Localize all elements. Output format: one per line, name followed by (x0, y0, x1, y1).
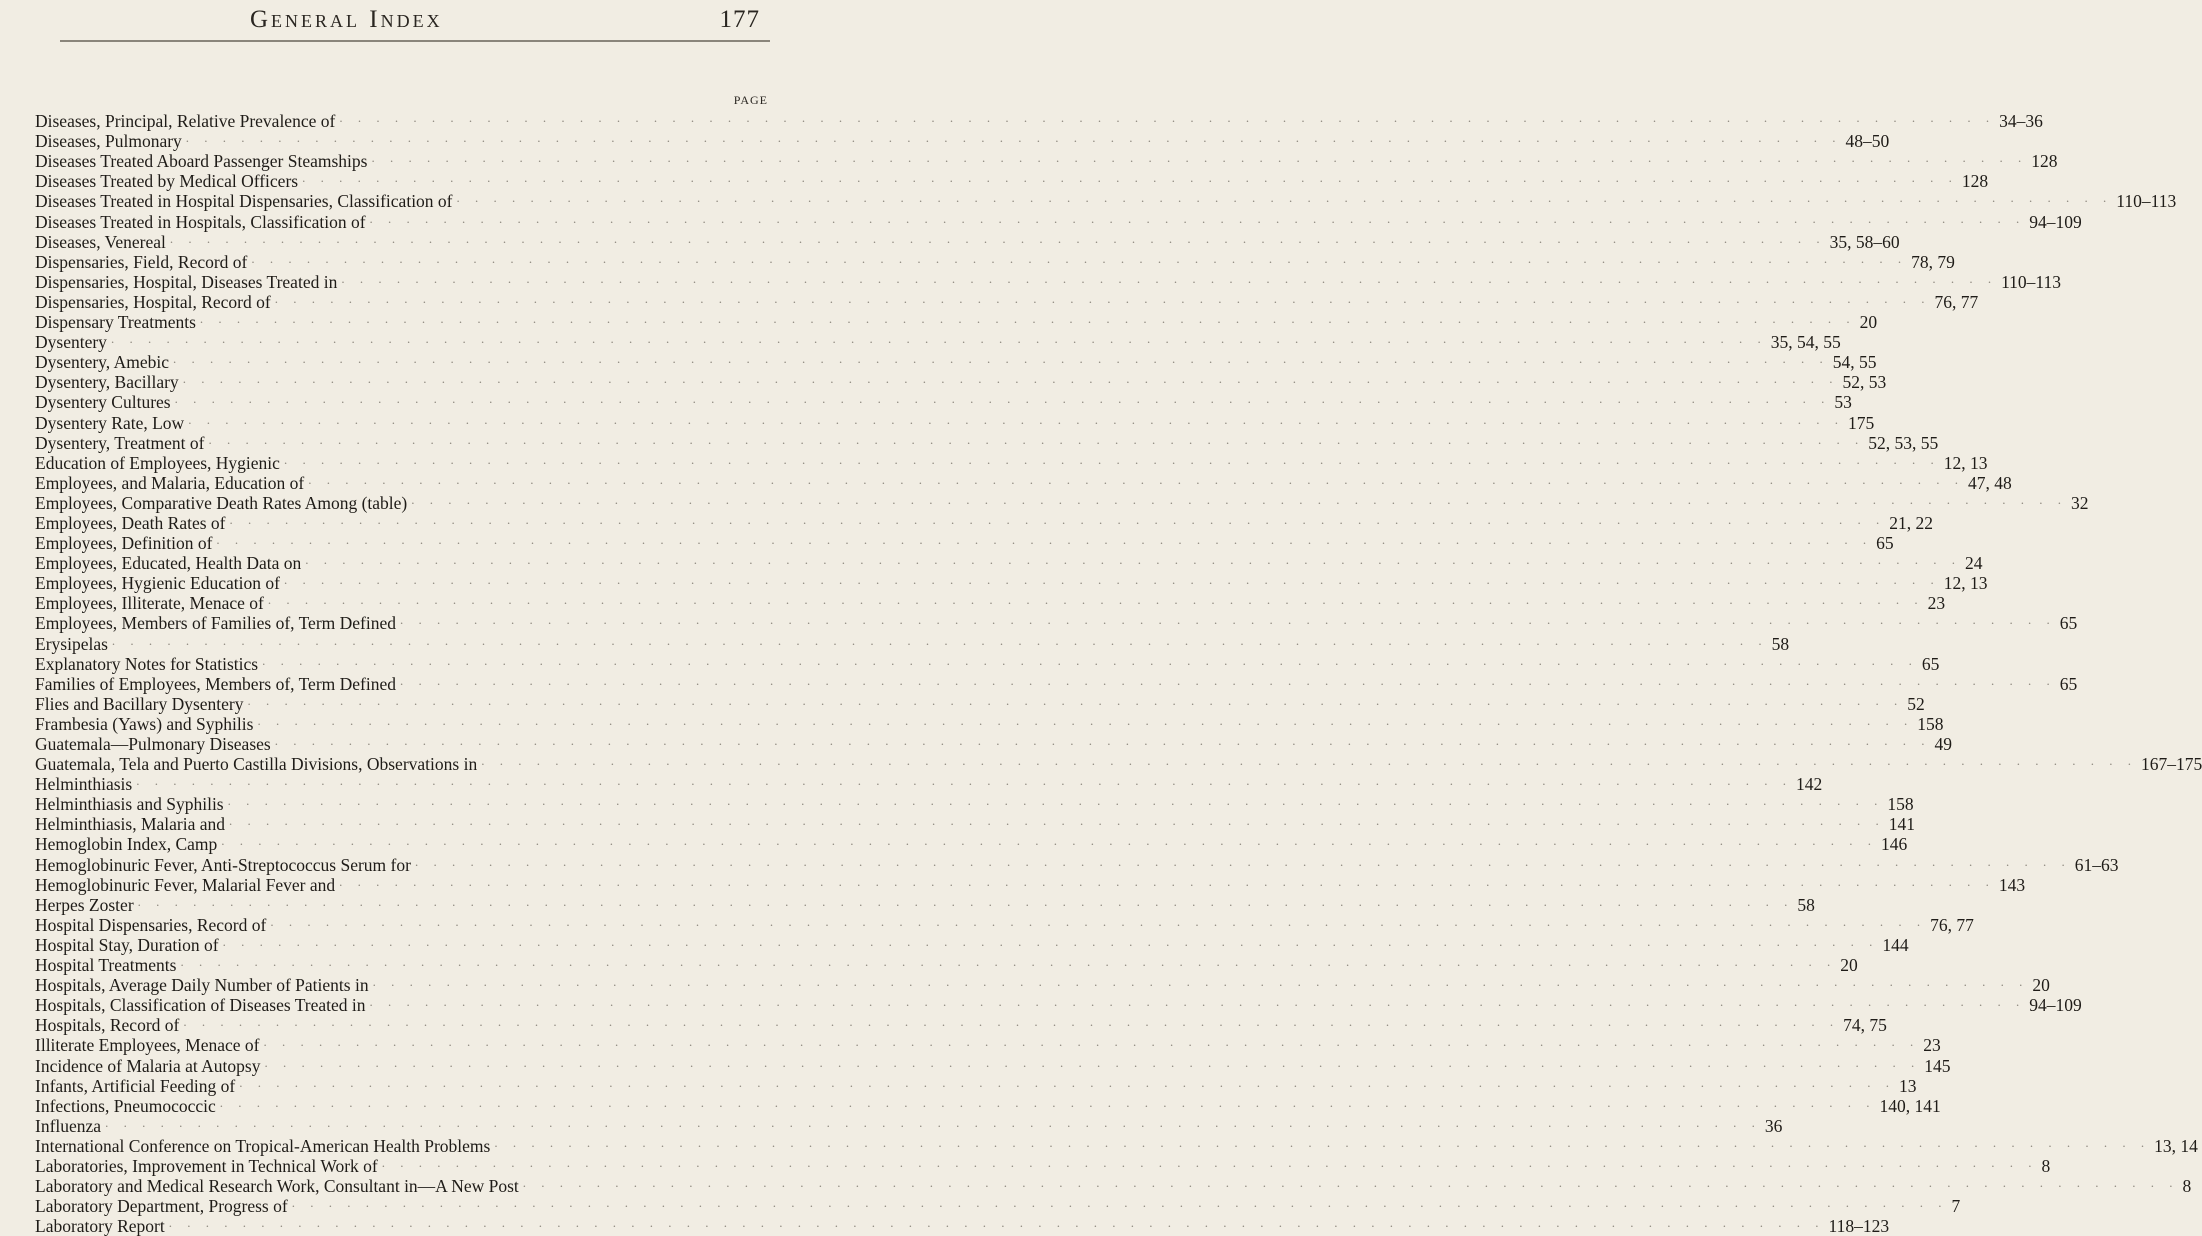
dot-leader (411, 852, 2075, 872)
dot-leader (253, 711, 1917, 731)
index-entry-pages: 74, 75 (1843, 1015, 1887, 1036)
index-entry-pages: 142 (1795, 774, 1823, 795)
index-entry-term: Employees, Educated, Health Data on (35, 553, 302, 574)
index-entry-term: Employees, Comparative Death Rates Among (table) (35, 492, 408, 513)
index-entry-term: Laboratory and Medical Research Work, Consultant in—A New Post (35, 1176, 519, 1197)
index-entry-pages: 13, 14 (2154, 1135, 2198, 1156)
index-entry-pages: 65 (2059, 673, 2078, 694)
index-entry-term: Hospitals, Record of (35, 1015, 180, 1036)
dot-leader (407, 490, 2071, 510)
dot-leader (101, 1113, 1765, 1133)
index-entry-pages: 54, 55 (1832, 352, 1877, 373)
dot-leader (378, 1153, 2042, 1173)
dot-leader (396, 610, 2060, 630)
index-entry-term: Helminthiasis (35, 774, 133, 795)
index-entry-term: Dispensary Treatments (35, 312, 196, 333)
index-entry-pages: 58 (1771, 633, 1790, 654)
dot-leader (519, 1173, 2183, 1193)
index-entry-pages: 94–109 (2029, 211, 2082, 232)
dot-leader (182, 128, 1846, 148)
dot-leader (225, 811, 1889, 831)
index-entry-term: Dispensaries, Field, Record of (35, 251, 248, 272)
index-entry-term: Herpes Zoster (35, 894, 134, 915)
index-entry-term: Diseases, Pulmonary (35, 131, 182, 152)
index-entry-term: Diseases, Principal, Relative Prevalence of (35, 111, 336, 132)
running-head (0, 4, 800, 44)
dot-leader (176, 952, 1840, 972)
dot-leader (264, 590, 1928, 610)
index-entry-pages: 76, 77 (1930, 914, 1974, 935)
index-entry-term: Hemoglobinuric Fever, Anti-Streptococcus Serum for (35, 854, 411, 875)
dot-leader (335, 108, 1999, 128)
index-entry-pages: 118–123 (1828, 1216, 1890, 1236)
index-entry-pages: 13 (1898, 1075, 1917, 1096)
index-entry-term: Helminthiasis, Malaria and (35, 814, 226, 835)
dot-leader (108, 631, 1772, 651)
index-entry-term: Hospitals, Classification of Diseases Treated in (35, 995, 366, 1016)
index-entry-term: Laboratory Department, Progress of (35, 1196, 288, 1217)
dot-leader (366, 992, 2030, 1012)
index-entry-term: Hospitals, Average Daily Number of Patients in (35, 975, 369, 996)
index-entry-term: Dysentery, Bacillary (35, 372, 179, 393)
index-entry-pages: 20 (1859, 312, 1878, 333)
index-entry-term: Guatemala, Tela and Puerto Castilla Divisions, Observations in (35, 754, 478, 775)
index-entry-term: Frambesia (Yaws) and Syphilis (35, 713, 254, 734)
index-entry-term: Dispensaries, Hospital, Record of (35, 291, 271, 312)
index-entry-term: Dysentery, Treatment of (35, 432, 205, 453)
index-entry-pages: 7 (1951, 1196, 1961, 1217)
dot-leader (244, 691, 1908, 711)
index-entry (35, 1216, 1890, 1236)
index-entry-pages: 143 (1998, 874, 2026, 895)
index-entry-term: Guatemala—Pulmonary Diseases (35, 734, 271, 754)
dot-leader (369, 972, 2033, 992)
index-entry-pages: 61–63 (2074, 854, 2119, 875)
dot-leader (179, 369, 1843, 389)
index-entry-term: Hemoglobinuric Fever, Malarial Fever and (35, 874, 336, 895)
dot-leader (184, 410, 1848, 430)
index-entry-term: Hemoglobin Index, Camp (35, 834, 218, 855)
index-entry-term: Education of Employees, Hygienic (35, 452, 280, 473)
index-entry-term: Dysentery (35, 332, 107, 353)
index-entry-pages: 36 (1764, 1115, 1783, 1136)
index-entry-pages: 144 (1882, 934, 1909, 955)
dot-leader (367, 148, 2031, 168)
index-entry-term: Employees, and Malaria, Education of (35, 472, 305, 493)
index-entry-term: Dysentery, Amebic (35, 352, 169, 373)
index-entry-pages: 35, 58–60 (1829, 231, 1900, 252)
index-entry-term: Diseases Treated Aboard Passenger Steamships (35, 151, 368, 172)
dot-leader (226, 510, 1890, 530)
dot-leader (477, 751, 2141, 771)
index-entry-term: Hospital Stay, Duration of (35, 934, 219, 955)
dot-leader (212, 530, 1876, 550)
index-entry-term: Employees, Hygienic Education of (35, 573, 280, 594)
index-entry-term: Diseases Treated by Medical Officers (35, 171, 299, 192)
dot-leader (298, 168, 1962, 188)
dot-leader (132, 771, 1796, 791)
index-entry-pages: 128 (1961, 171, 1989, 192)
index-entry-pages: 20 (1840, 955, 1858, 976)
index-entry-term: Incidence of Malaria at Autopsy (35, 1055, 261, 1076)
dot-leader (171, 389, 1835, 409)
index-entry-pages: 145 (1924, 1055, 1951, 1076)
index-entry-pages: 52, 53, 55 (1868, 432, 1939, 453)
dot-leader (366, 209, 2030, 229)
index-entry-pages: 65 (1921, 653, 1940, 674)
index-entry-term: Dispensaries, Hospital, Diseases Treated in (35, 271, 338, 292)
page-column-label: PAGE (733, 93, 768, 107)
index-entry-pages: 76, 77 (1934, 291, 1979, 312)
index-entry-pages: 32 (2071, 492, 2089, 513)
index-entry-term: Infections, Pneumococcic (35, 1095, 216, 1116)
index-entry-pages: 21, 22 (1889, 512, 1934, 533)
dot-leader (107, 329, 1771, 349)
index-entry-pages: 48–50 (1845, 131, 1890, 152)
index-entry-pages: 8 (2041, 1155, 2051, 1176)
index-entry-pages: 65 (2059, 613, 2078, 634)
index-entry-term: Hospital Dispensaries, Record of (35, 914, 267, 935)
dot-leader (266, 912, 1930, 932)
index-entry-pages: 141 (1888, 814, 1916, 835)
index-entry-term: Diseases, Venereal (35, 231, 166, 252)
index-entry-term: International Conference on Tropical-American Health Problems (35, 1135, 491, 1156)
index-entry-pages: 128 (2031, 151, 2058, 172)
index-entry-pages: 23 (1927, 593, 1946, 614)
index-entry-term: Erysipelas (35, 633, 108, 654)
index-entry-pages: 49 (1934, 734, 1952, 754)
dot-leader (179, 1012, 1843, 1032)
dot-leader (217, 831, 1881, 851)
running-title: General Index (250, 6, 443, 33)
index-entry-pages: 158 (1917, 713, 1944, 734)
index-entry-pages: 53 (1834, 392, 1852, 413)
index-entry-pages: 52, 53 (1842, 372, 1887, 393)
index-entry-pages: 146 (1881, 834, 1908, 855)
dot-leader (134, 892, 1798, 912)
index-entry-pages: 65 (1876, 533, 1894, 554)
index-entry-term: Laboratories, Improvement in Technical Work of (35, 1155, 378, 1176)
index-entry-pages: 47, 48 (1967, 472, 2012, 493)
header-rule (60, 40, 770, 42)
dot-leader (224, 791, 1888, 811)
dot-leader (247, 249, 1911, 269)
page-number: 177 (719, 6, 760, 33)
index-entry-pages: 110–113 (2001, 271, 2062, 292)
dot-leader (288, 1193, 1952, 1213)
index-entry-list (35, 111, 2202, 1236)
index-entry-pages: 167–175 (2140, 754, 2202, 775)
index-entry-term: Dysentery Rate, Low (35, 412, 185, 433)
dot-leader (258, 651, 1922, 671)
index-entry-term: Infants, Artificial Feeding of (35, 1075, 236, 1096)
index-entry-pages: 175 (1847, 412, 1875, 433)
index-entry-pages: 52 (1907, 693, 1925, 714)
index-entry-pages: 34–36 (1999, 111, 2043, 132)
index-entry-term: Employees, Death Rates of (35, 512, 226, 533)
dot-leader (166, 229, 1830, 249)
index-entry-pages: 35, 54, 55 (1770, 332, 1841, 353)
dot-leader (304, 470, 1968, 490)
index-entry-pages: 20 (2032, 975, 2050, 996)
dot-leader (490, 1133, 2154, 1153)
index-entry-pages: 94–109 (2029, 995, 2082, 1016)
index-entry-term: Employees, Illiterate, Menace of (35, 593, 264, 614)
index-entry-pages: 140, 141 (1879, 1095, 1941, 1116)
dot-leader (169, 349, 1833, 369)
index-entry-pages: 110–113 (2116, 191, 2177, 212)
index-entry-pages: 12, 13 (1943, 452, 1988, 473)
dot-leader (259, 1032, 1923, 1052)
dot-leader (335, 872, 1999, 892)
dot-leader (280, 450, 1944, 470)
index-entry-term: Diseases Treated in Hospital Dispensaries, Classification of (35, 191, 453, 212)
dot-leader (235, 1073, 1899, 1093)
index-entry-term: Employees, Definition of (35, 533, 213, 554)
index-entry-term: Employees, Members of Families of, Term Defined (35, 613, 397, 634)
index-entry-term: Families of Employees, Members of, Term Defined (35, 673, 397, 694)
index-entry-term: Dysentery Cultures (35, 392, 171, 413)
dot-leader (165, 1213, 1829, 1233)
index-entry-pages: 158 (1887, 794, 1914, 815)
index-entry-term: Helminthiasis and Syphilis (35, 794, 224, 815)
index-entry-pages: 58 (1797, 894, 1815, 915)
index-entry-pages: 12, 13 (1943, 573, 1988, 594)
index-entry-term: Flies and Bacillary Dysentery (35, 693, 244, 714)
dot-leader (396, 671, 2060, 691)
index-entry-pages: 8 (2182, 1176, 2192, 1197)
index-entry-pages: 24 (1965, 553, 1983, 574)
dot-leader (453, 188, 2117, 208)
index-entry-term: Laboratory Report (35, 1216, 165, 1236)
index-entry-term: Diseases Treated in Hospitals, Classification of (35, 211, 366, 232)
index-entry-term: Hospital Treatments (35, 955, 177, 976)
dot-leader (301, 550, 1965, 570)
dot-leader (280, 570, 1944, 590)
dot-leader (271, 289, 1935, 309)
index-entry-term: Explanatory Notes for Statistics (35, 653, 259, 674)
dot-leader (219, 932, 1883, 952)
index-entry-term: Illiterate Employees, Menace of (35, 1035, 260, 1056)
dot-leader (337, 269, 2001, 289)
index-entry-pages: 23 (1923, 1035, 1941, 1056)
index-entry-term: Influenza (35, 1115, 102, 1136)
dot-leader (216, 1093, 1880, 1113)
dot-leader (204, 430, 1868, 450)
index-entry-pages: 78, 79 (1911, 251, 1955, 272)
dot-leader (271, 731, 1935, 751)
dot-leader (260, 1053, 1924, 1073)
dot-leader (196, 309, 1860, 329)
